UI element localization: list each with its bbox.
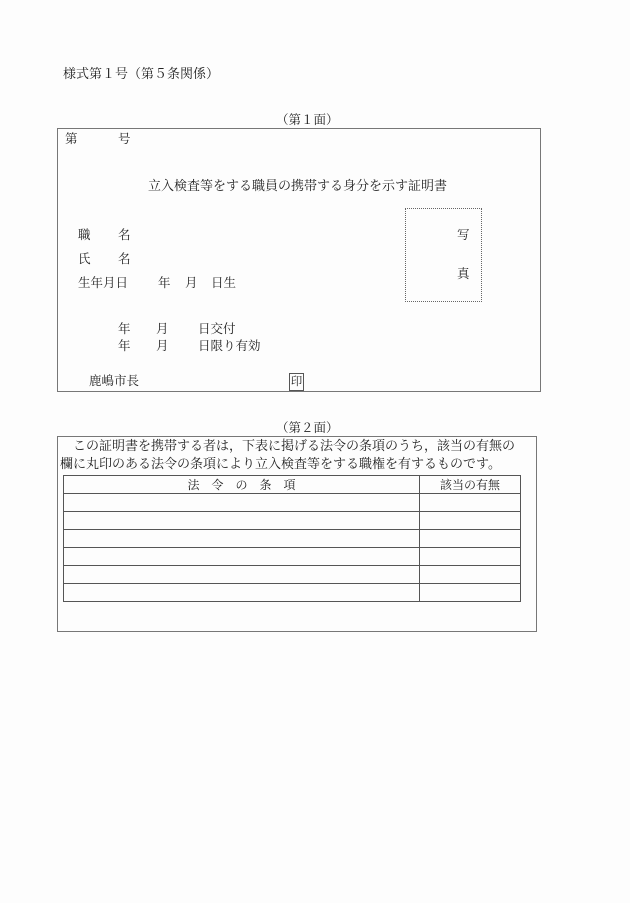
job-title-label-b: 名 — [118, 227, 131, 242]
number-prefix: 第 — [65, 131, 78, 146]
form-number-label: 様式第１号（第５条関係） — [63, 67, 220, 82]
applicable-cell — [420, 530, 521, 548]
table-row — [64, 584, 521, 602]
issued-year: 年 — [118, 321, 131, 336]
name-label-b: 名 — [118, 251, 131, 266]
photo-area — [405, 208, 482, 302]
law-provisions-table — [63, 475, 521, 602]
name-label-a: 氏 — [78, 251, 91, 266]
applicable-cell — [420, 566, 521, 584]
law-provision-cell — [64, 566, 420, 584]
birth-day: 日生 — [211, 275, 237, 290]
header-applicable: 該当の有無 — [420, 476, 521, 494]
table-row — [64, 512, 521, 530]
birth-year: 年 — [158, 275, 171, 290]
photo-label-1: 写 — [457, 227, 470, 242]
law-provision-cell — [64, 494, 420, 512]
law-provision-cell — [64, 548, 420, 566]
job-title-label-a: 職 — [78, 227, 91, 242]
valid-month: 月 — [156, 338, 169, 353]
law-provision-cell — [64, 530, 420, 548]
birthdate-label: 生年月日 — [78, 275, 129, 290]
issued-month: 月 — [156, 321, 169, 336]
certificate-face-1 — [57, 128, 541, 392]
certificate-face-2 — [57, 436, 537, 632]
table-row — [64, 566, 521, 584]
official-seal: 印 — [289, 373, 304, 391]
law-provision-cell — [64, 584, 420, 602]
valid-year: 年 — [118, 338, 131, 353]
applicable-cell — [420, 584, 521, 602]
law-provision-cell — [64, 512, 420, 530]
certificate-title: 立入検査等をする職員の携帯する身分を示す証明書 — [148, 179, 448, 194]
table-row — [64, 494, 521, 512]
table-row — [64, 530, 521, 548]
issuer-name: 鹿嶋市長 — [89, 373, 140, 388]
table-header-row — [64, 476, 521, 494]
birth-month: 月 — [185, 275, 198, 290]
face-2-label: （第２面） — [276, 420, 339, 435]
authority-text-line-2: 欄に丸印のある法令の条項により立入検査等をする職権を有するものです。 — [60, 457, 501, 472]
applicable-cell — [420, 494, 521, 512]
number-suffix: 号 — [118, 131, 131, 146]
photo-label-2: 真 — [457, 266, 470, 281]
issued-day: 日交付 — [198, 321, 236, 336]
header-law-provision: 法 令 の 条 項 — [64, 476, 420, 494]
table-row — [64, 548, 521, 566]
authority-text-line-1: この証明書を携帯する者は，下表に掲げる法令の条項のうち，該当の有無の — [60, 439, 516, 454]
face-1-label: （第１面） — [276, 112, 339, 127]
applicable-cell — [420, 548, 521, 566]
applicable-cell — [420, 512, 521, 530]
valid-day: 日限り有効 — [198, 338, 261, 353]
